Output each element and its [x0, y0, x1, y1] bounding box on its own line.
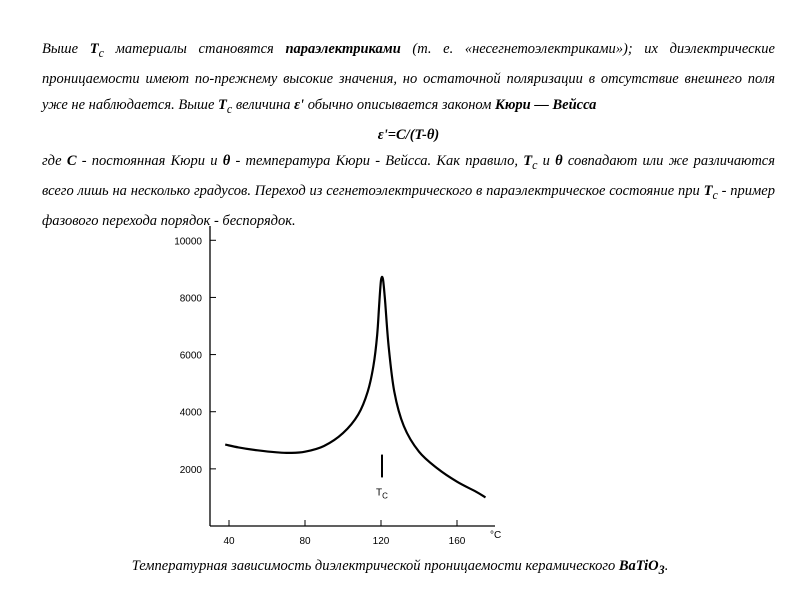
x-tick-label: 160	[448, 536, 466, 547]
tc-subscript: c	[226, 101, 233, 116]
tc-subscript: c	[98, 45, 104, 60]
curie-constant: C	[66, 152, 77, 169]
text-span: - пример фазового перехода порядок - беспорядок.	[42, 182, 775, 229]
y-tick-label: 8000	[179, 293, 202, 305]
text-span: совпадают или же различаются всего лишь на несколько градусов. Переход из сегнетоэлектрического в параэлектрическое состояние при	[42, 152, 775, 199]
epsilon-symbol: ε'	[294, 96, 305, 113]
formula-base: BaTiO	[618, 558, 659, 574]
text-span: где	[42, 152, 67, 169]
formula-subscript: 3	[658, 562, 665, 577]
text-span: и	[537, 152, 556, 169]
tc-symbol: T	[89, 41, 99, 57]
caption-text: Температурная зависимость диэлектрической проницаемости керамического	[131, 558, 619, 574]
bold-term: параэлектриками	[285, 41, 401, 57]
tc-subscript: c	[532, 157, 538, 172]
theta-symbol: θ	[222, 152, 231, 169]
x-unit-label: °C	[490, 530, 502, 541]
theta-symbol: θ	[555, 152, 563, 169]
tc-symbol: T	[218, 96, 227, 113]
text-block	[42, 36, 775, 234]
tc-marker-label: $T_C$	[376, 487, 388, 501]
paragraph-1	[42, 36, 775, 122]
x-tick-label: 80	[299, 536, 311, 547]
text-span: обычно описывается законом	[304, 96, 495, 113]
text-span: величина	[232, 96, 295, 113]
text-span: - постоянная Кюри и	[76, 152, 223, 169]
y-tick-label: 4000	[179, 407, 202, 419]
caption-end: .	[664, 558, 669, 574]
tc-marker-subscript: C	[382, 491, 388, 501]
curie-weiss-law: Кюри — Вейсса	[494, 96, 597, 113]
text-span: материалы становятся	[103, 41, 286, 57]
y-tick-label: 2000	[179, 464, 202, 476]
text-span: Выше	[42, 41, 90, 57]
tc-subscript: c	[712, 187, 718, 202]
permittivity-chart	[160, 220, 510, 550]
tc-symbol: T	[703, 182, 713, 199]
formula: ε'=C/(T-θ)	[377, 126, 440, 143]
y-tick-label: 6000	[179, 350, 202, 362]
caption-formula	[618, 558, 665, 577]
text-span: (т. е. «несегнетоэлектриками»); их диэлектрические проницаемости имеют по-прежнему высокие значения, но остаточной поляризации в отсутствие внешнего поля уже не наблюдается. Выше	[42, 41, 775, 113]
text-span: - температура Кюри - Вейсса. Как правило,	[230, 152, 524, 169]
tc-symbol: T	[523, 152, 533, 169]
y-tick-label: 10000	[174, 236, 202, 248]
figure-caption	[0, 558, 800, 578]
x-tick-label: 40	[223, 536, 235, 547]
x-tick-label: 120	[372, 536, 390, 547]
series-line	[225, 277, 485, 501]
